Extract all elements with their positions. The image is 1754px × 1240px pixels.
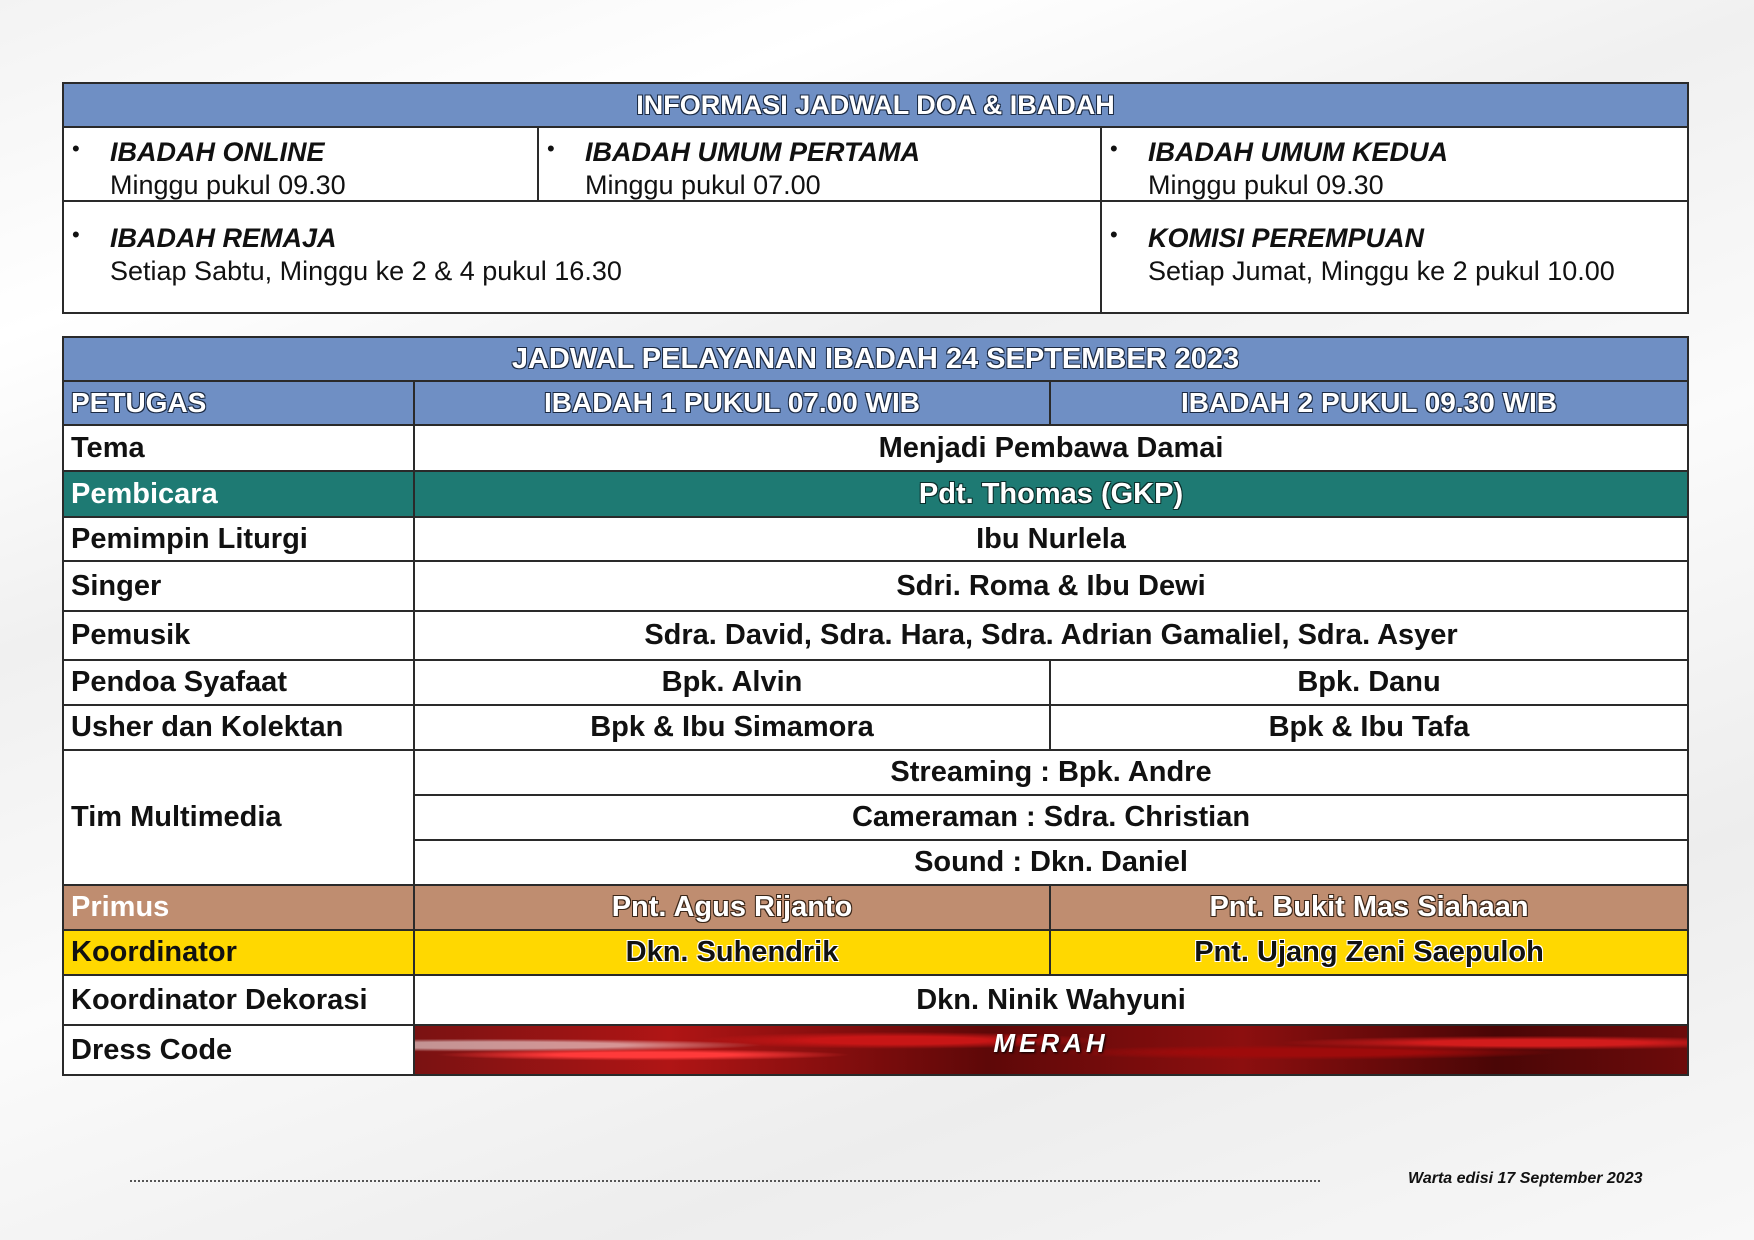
info-item-title: IBADAH ONLINE xyxy=(110,137,325,167)
primus-ibadah2: Pnt. Bukit Mas Siahaan xyxy=(1050,885,1688,930)
koordinator-ibadah2: Pnt. Ujang Zeni Saepuloh xyxy=(1050,930,1688,975)
col-header-ibadah1: IBADAH 1 PUKUL 07.00 WIB xyxy=(414,381,1050,425)
row-label-usher: Usher dan Kolektan xyxy=(63,705,414,750)
info-item-desc: Setiap Jumat, Minggu ke 2 pukul 10.00 xyxy=(1148,256,1615,286)
info-table xyxy=(62,82,1689,314)
dresscode-value: MERAH xyxy=(414,1025,1688,1075)
info-item-title: IBADAH REMAJA xyxy=(110,223,337,253)
bullet-icon: • xyxy=(1110,222,1118,247)
singer-value: Sdri. Roma & Ibu Dewi xyxy=(414,561,1688,611)
bullet-icon: • xyxy=(1110,136,1118,161)
col-header-ibadah2: IBADAH 2 PUKUL 09.30 WIB xyxy=(1050,381,1688,425)
bullet-icon: • xyxy=(72,136,80,161)
row-label-koordinator: Koordinator xyxy=(63,930,414,975)
multimedia-streaming: Streaming : Bpk. Andre xyxy=(414,750,1688,795)
row-label-pendoa: Pendoa Syafaat xyxy=(63,660,414,705)
pemusik-value: Sdra. David, Sdra. Hara, Sdra. Adrian Gamaliel, Sdra. Asyer xyxy=(414,611,1688,660)
info-item-online xyxy=(63,127,538,201)
liturgi-value: Ibu Nurlela xyxy=(414,517,1688,561)
info-item-desc: Minggu pukul 09.30 xyxy=(110,170,346,200)
pendoa-ibadah1: Bpk. Alvin xyxy=(414,660,1050,705)
row-label-pembicara: Pembicara xyxy=(63,471,414,517)
primus-ibadah1: Pnt. Agus Rijanto xyxy=(414,885,1050,930)
tema-value: Menjadi Pembawa Damai xyxy=(414,425,1688,471)
row-label-primus: Primus xyxy=(63,885,414,930)
bullet-icon: • xyxy=(547,136,555,161)
koordinator-ibadah1: Dkn. Suhendrik xyxy=(414,930,1050,975)
info-item-title: IBADAH UMUM KEDUA xyxy=(1148,137,1448,167)
info-item-komisi-perempuan xyxy=(1101,201,1688,313)
footer-dotted-line xyxy=(130,1180,1320,1182)
row-label-dresscode: Dress Code xyxy=(63,1025,414,1075)
col-header-petugas: PETUGAS xyxy=(63,381,414,425)
info-item-desc: Minggu pukul 09.30 xyxy=(1148,170,1384,200)
multimedia-cameraman: Cameraman : Sdra. Christian xyxy=(414,795,1688,840)
info-item-desc: Setiap Sabtu, Minggu ke 2 & 4 pukul 16.30 xyxy=(110,256,622,286)
row-label-liturgi: Pemimpin Liturgi xyxy=(63,517,414,561)
schedule-table xyxy=(62,336,1689,1076)
info-item-desc: Minggu pukul 07.00 xyxy=(585,170,821,200)
row-label-pemusik: Pemusik xyxy=(63,611,414,660)
usher-ibadah1: Bpk & Ibu Simamora xyxy=(414,705,1050,750)
row-label-tema: Tema xyxy=(63,425,414,471)
row-label-multimedia: Tim Multimedia xyxy=(63,750,414,885)
info-item-umum-pertama xyxy=(538,127,1101,201)
multimedia-sound: Sound : Dkn. Daniel xyxy=(414,840,1688,885)
pembicara-value: Pdt. Thomas (GKP) xyxy=(414,471,1688,517)
row-label-singer: Singer xyxy=(63,561,414,611)
info-item-umum-kedua xyxy=(1101,127,1688,201)
schedule-title: JADWAL PELAYANAN IBADAH 24 SEPTEMBER 2023 xyxy=(63,337,1688,381)
info-item-remaja xyxy=(63,201,1101,313)
info-item-title: IBADAH UMUM PERTAMA xyxy=(585,137,920,167)
pendoa-ibadah2: Bpk. Danu xyxy=(1050,660,1688,705)
dekorasi-value: Dkn. Ninik Wahyuni xyxy=(414,975,1688,1025)
info-item-title: KOMISI PEREMPUAN xyxy=(1148,223,1425,253)
bullet-icon: • xyxy=(72,222,80,247)
footer-edition: Warta edisi 17 September 2023 xyxy=(1408,1170,1643,1187)
row-label-dekorasi: Koordinator Dekorasi xyxy=(63,975,414,1025)
info-title: INFORMASI JADWAL DOA & IBADAH xyxy=(63,83,1688,127)
usher-ibadah2: Bpk & Ibu Tafa xyxy=(1050,705,1688,750)
